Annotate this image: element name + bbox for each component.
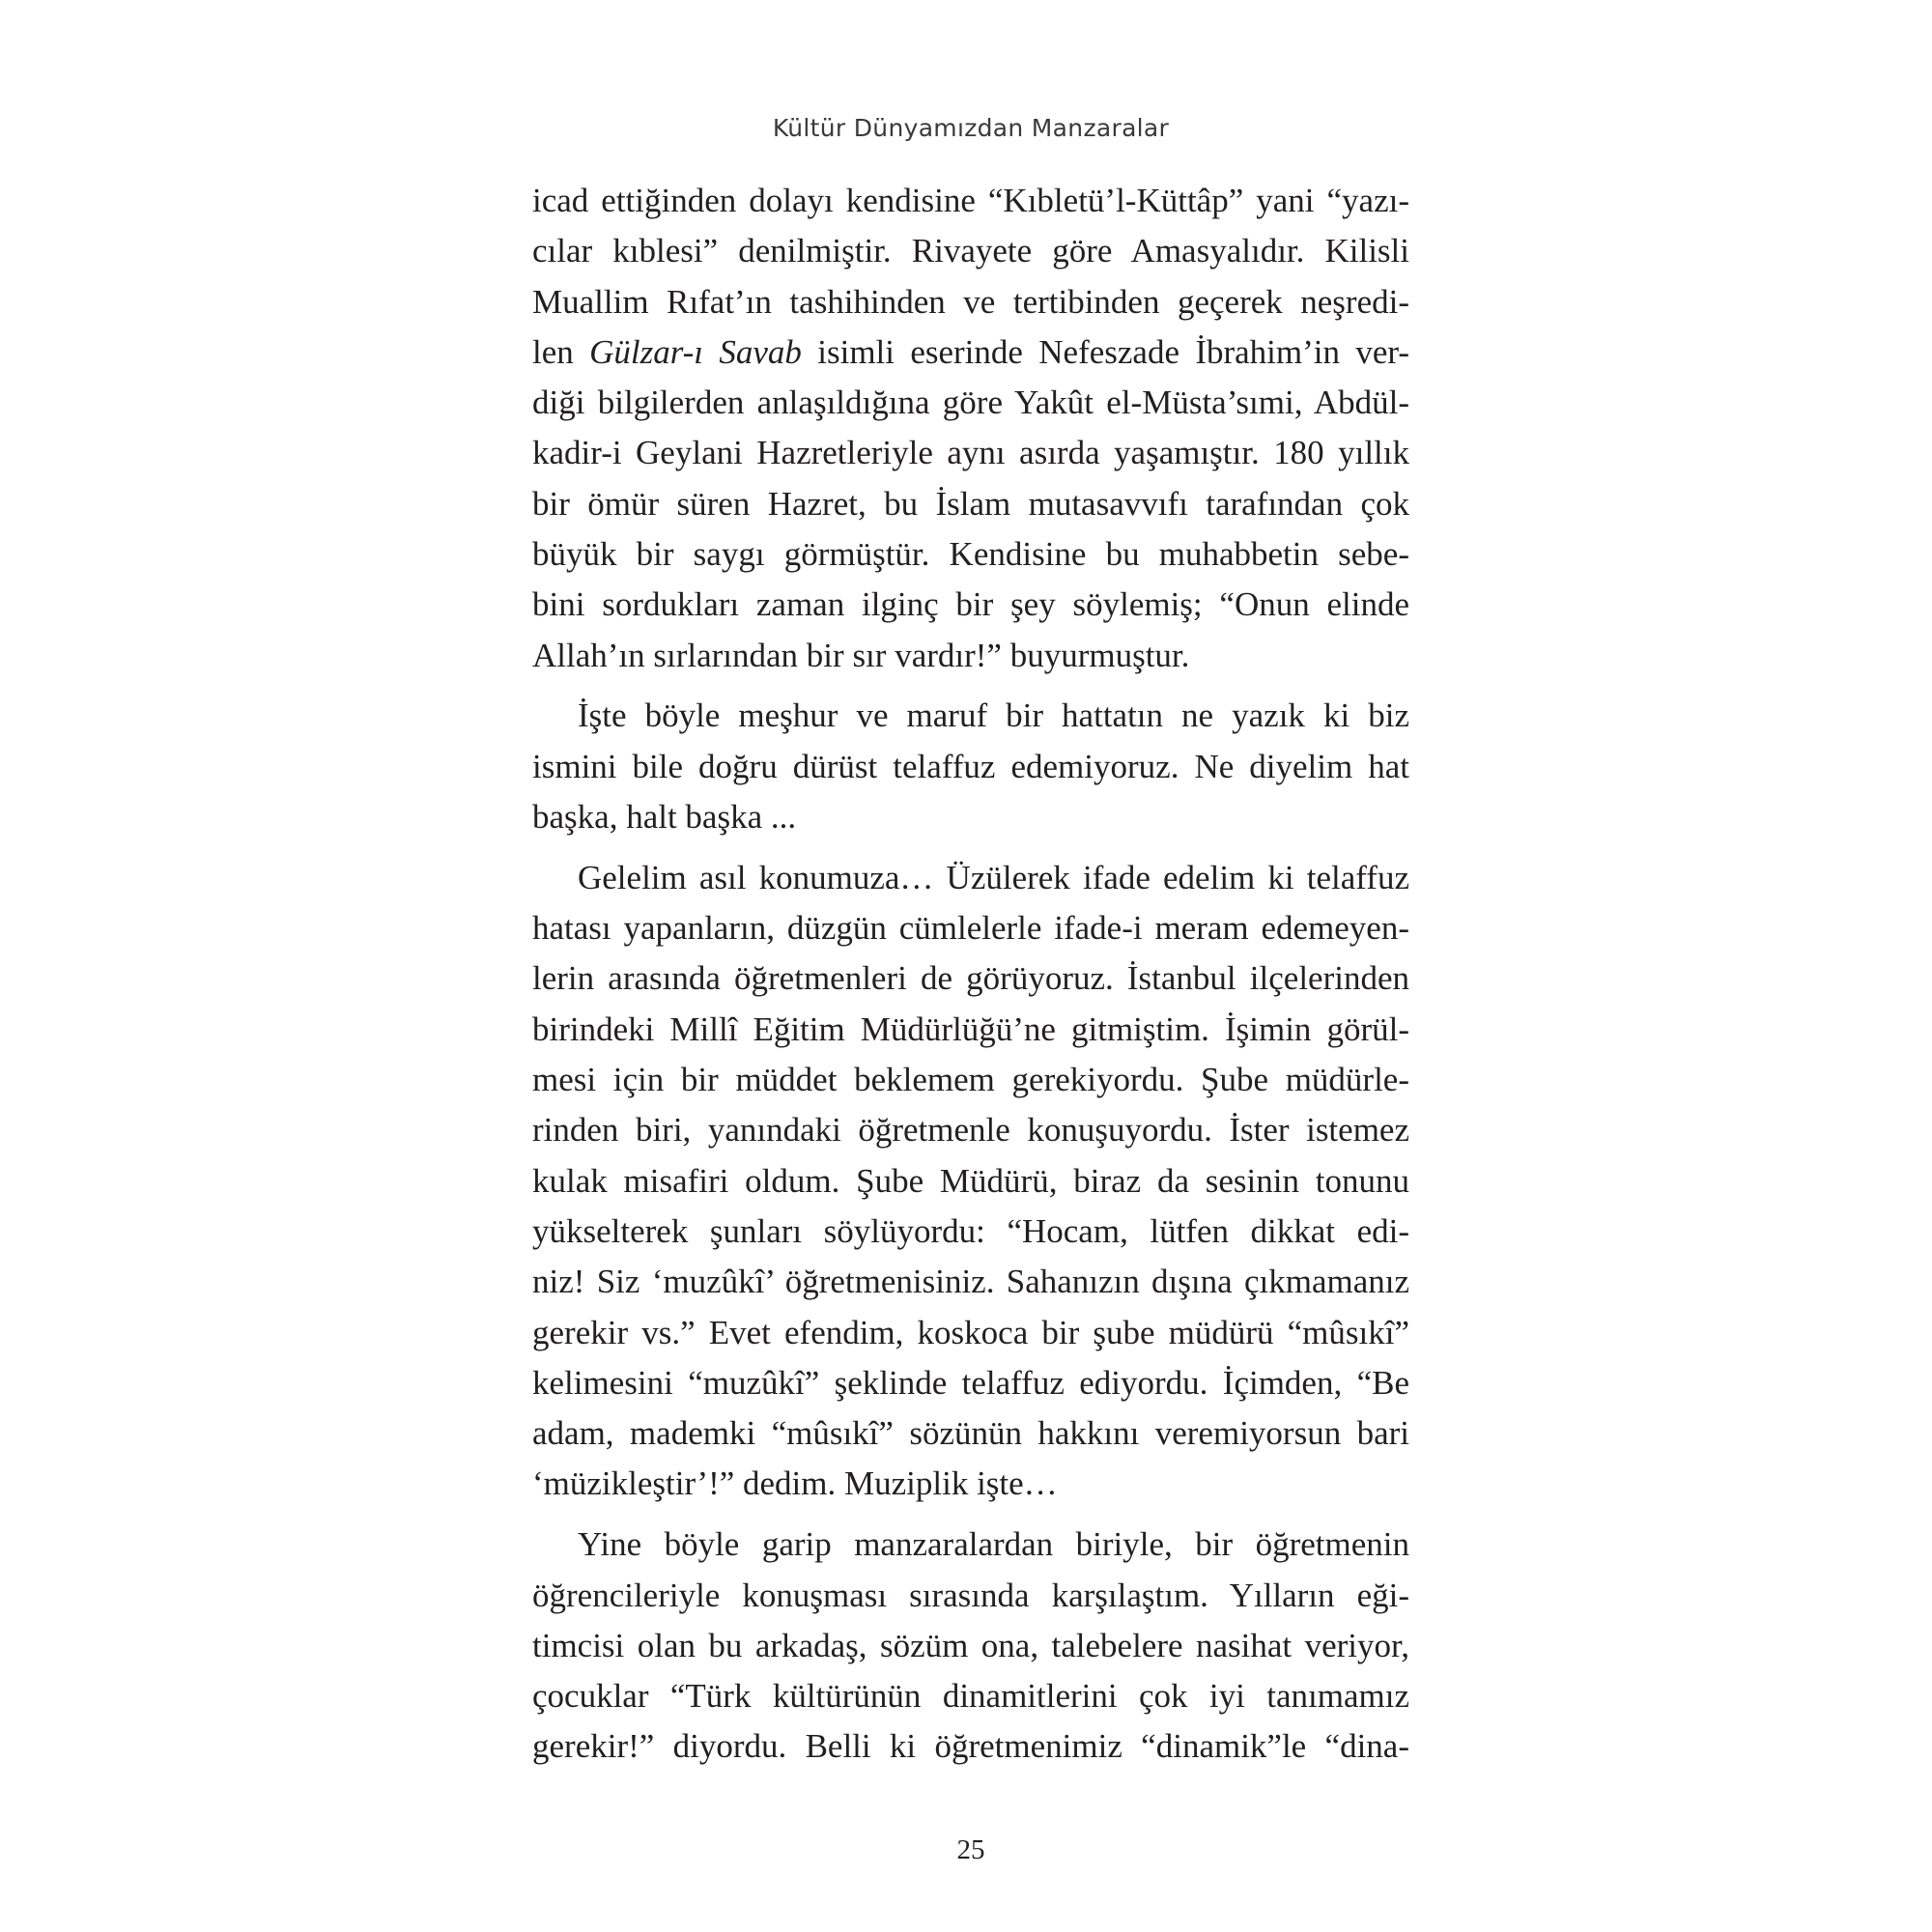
book-title-italic: Gülzar-ı Savab [589,332,802,371]
text-line: niz! Siz ‘muzûkî’ öğretmenisiniz. Sahanızın dışına çıkmamanız [532,1263,1409,1301]
text-line: rinden biri, yanındaki öğretmenle konuşuyordu. İster istemez [532,1111,1409,1150]
text-line: bini sordukları zaman ilginç bir şey söylemiş; “Onun elinde [532,585,1409,624]
text-line: Yine böyle garip manzaralardan biriyle, bir öğretmenin [578,1525,1409,1564]
text-line: mesi için bir müddet beklemem gerekiyordu. Şube müdürle- [532,1061,1409,1099]
text-line: lerin arasında öğretmenleri de görüyoruz. İstanbul ilçelerinden [532,959,1409,998]
text-line: gerekir vs.” Evet efendim, koskoca bir şube müdürü “mûsıkî” [532,1313,1409,1351]
text-line: ‘müzikleştir’!” dedim. Muziplik işte… [532,1464,1058,1503]
text-line: kelimesini “muzûkî” şeklinde telaffuz ediyordu. İçimden, “Be [532,1363,1409,1402]
body-text [532,176,1409,1773]
text-line: bir ömür süren Hazret, bu İslam mutasavvıfı tarafından çok [532,484,1409,523]
text-line: Gelelim asıl konumuza… Üzülerek ifade edelim ki telaffuz [578,858,1409,896]
text-line: timcisi olan bu arkadaş, sözüm ona, talebelere nasihat veriyor, [532,1626,1409,1664]
text-line: büyük bir saygı görmüştür. Kendisine bu muhabbetin sebe- [532,535,1409,574]
text-line: başka, halt başka ... [532,798,797,837]
text-line [532,327,1409,378]
paragraph [532,176,1409,681]
text-line: çocuklar “Türk kültürünün dinamitlerini çok iyi tanımamız [532,1677,1409,1716]
text-line: Muallim Rıfat’ın tashihinden ve tertibinden geçerek neşredi- [532,282,1409,321]
text-line: kadir-i Geylani Hazretleriyle aynı asırda yaşamıştır. 180 yıllık [532,434,1409,472]
text-line: ismini bile doğru dürüst telaffuz edemiyoruz. Ne diyelim hat [532,747,1409,785]
text-line: kulak misafiri oldum. Şube Müdürü, biraz da sesinin tonunu [532,1161,1409,1200]
text-line: Allah’ın sırlarından bir sır vardır!” buyurmuştur. [532,636,1190,674]
page-number: 25 [956,1834,985,1865]
text-segment: len [532,332,590,371]
text-line: öğrencileriyle konuşması sırasında karşılaştım. Yılların eği- [532,1576,1409,1614]
paragraph [532,1520,1409,1772]
text-line: cılar kıblesi” denilmiştir. Rivayete göre Amasyalıdır. Kilisli [532,232,1409,270]
text-line: hatası yapanların, düzgün cümlelerle ifade-i meram edemeyen- [532,909,1409,948]
paragraph [532,853,1409,1510]
paragraph [532,691,1409,842]
running-header-title: Kültür Dünyamızdan Manzaralar [772,114,1170,142]
text-line: İşte böyle meşhur ve maruf bir hattatın ne yazık ki biz [578,696,1409,735]
text-line: diği bilgilerden anlaşıldığına göre Yakût el-Müsta’sımi, Abdül- [532,384,1409,422]
text-segment: isimli eserinde Nefeszade İbrahim’in ver- [801,332,1409,371]
text-line: gerekir!” diyordu. Belli ki öğretmenimiz “dinamik”le “dina- [532,1727,1409,1766]
text-line: yükselterek şunları söylüyordu: “Hocam, lütfen dikkat edi- [532,1211,1409,1250]
text-line: birindeki Millî Eğitim Müdürlüğü’ne gitmiştim. İşimin görül- [532,1009,1409,1048]
text-line: icad ettiğinden dolayı kendisine “Kıbletü’l-Küttâp” yani “yazı- [532,182,1409,219]
text-line: adam, mademki “mûsıkî” sözünün hakkını veremiyorsun bari [532,1414,1409,1453]
